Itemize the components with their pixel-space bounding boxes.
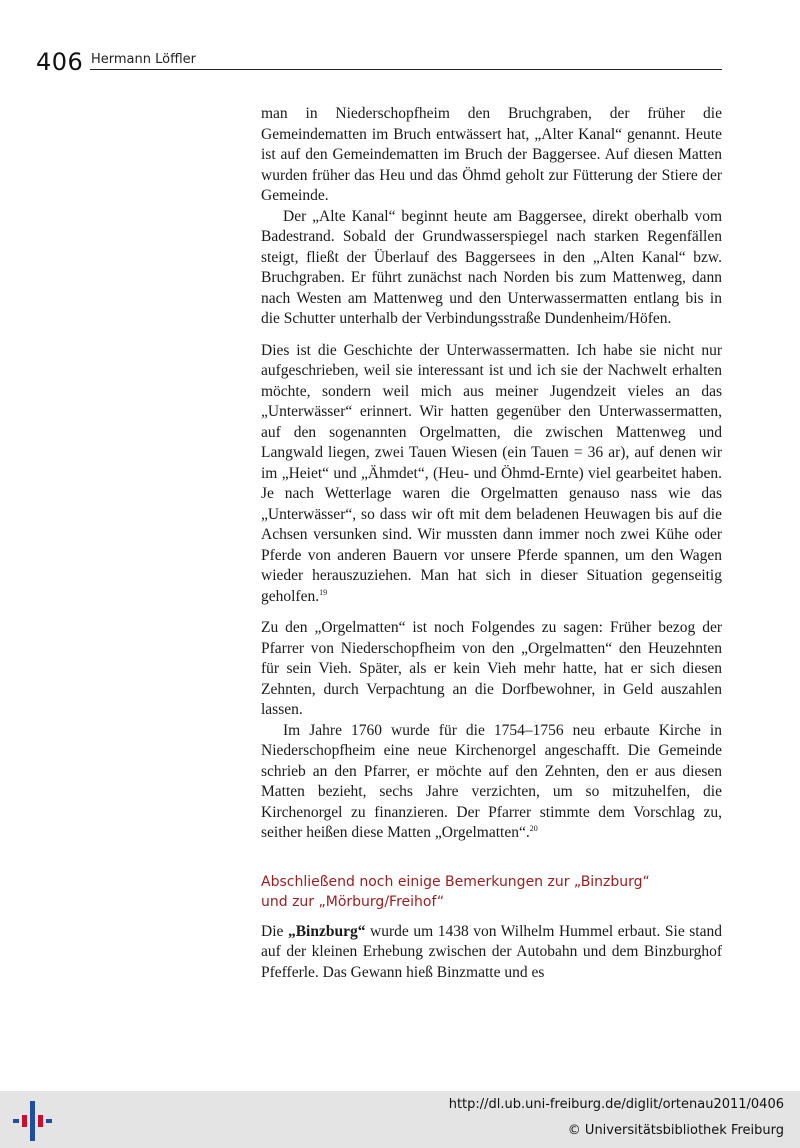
document-url-link[interactable]: http://dl.ub.uni-freiburg.de/diglit/ortenau2011/0406 [448,1097,784,1112]
bold-term: „Binzburg“ [287,922,366,940]
footnote-ref[interactable]: 19 [319,587,328,597]
header-rule [90,69,722,70]
section-heading [261,872,722,912]
copyright-notice: © Universitätsbibliothek Freiburg [567,1123,784,1138]
logo-bar [38,1115,43,1127]
logo-bar [22,1115,27,1127]
ub-freiburg-logo-icon[interactable] [11,1101,53,1141]
paragraph-text: Die [261,922,288,940]
running-head-author: Hermann Löffler [91,52,197,67]
article-text [261,104,722,983]
paragraph: Der „Alte Kanal“ beginnt heute am Baggersee, direkt oberhalb vom Badestrand. Sobald der Grundwasserspiegel nach starken Regenfällen steigt, fließt der Überlauf des Baggersees in den „Alten Kanal“ bzw. Bruchgraben. Er führt zunächst nach Norden bis zum Mattenweg, dann nach Westen am Mattenweg und den Unterwassermatten entlang bis in die Schutter unterhalb der Verbindungsstraße Dundenheim/Höfen. [261,207,722,327]
paragraph: Zu den „Orgelmatten“ ist noch Folgendes zu sagen: Früher bezog der Pfarrer von Niederschopfheim von den „Orgelmatten“ den Heuzehnten für sein Vieh. Später, als er kein Vieh mehr hatte, hat er sich diesen Zehnten, durch Verpachtung an die Dorfbewohner, in Geld auszahlen lassen. [261,619,722,718]
paragraph [261,922,722,984]
paragraph [261,721,722,844]
paragraph-text: Dies ist die Geschichte der Unterwassermatten. Ich habe sie nicht nur aufgeschrieben, weil sie interessant ist und ich sie der Nachwelt erhalten möchte, sondern weil mich aus meiner Jugendzeit vieles an das „Unterwässer“ erinnert. Wir hatten gegenüber den Unterwassermatten, auf den sogenannten Orgelmatten, die zwischen Mattenweg und Langwald liegen, zwei Tauen Wiesen (ein Tauen = 36 ar), auf denen wir im „Heiet“ und „Ähmdet“, (Heu- und Öhmd-Ernte) viel gearbeitet haben. Je nach Wetterlage waren die Orgelmatten genauso nass wie das „Unterwässer“, so dass wir oft mit dem beladenen Heuwagen bis auf die Achsen versunken sind. Wir mussten dann immer noch zwei Kühe oder Pferde von anderen Bauern vor unsere Pferde spannen, um den Wagen wieder herauszuziehen. Man hat sich in dieser Situation gegenseitig geholfen. [261,341,722,605]
page-number: 406 [36,48,84,76]
page-header [36,48,722,74]
paragraph-text: wurde um 1438 von Wilhelm Hummel erbaut. Sie stand auf der kleinen Erhebung zwischen der Autobahn und dem Binzburghof Pfefferle. Das Gewann hieß Binzmatte und es [261,922,722,981]
paragraph [261,341,722,608]
paragraph-text: Im Jahre 1760 wurde für die 1754–1756 neu erbaute Kirche in Niederschopfheim eine neue Kirchenorgel angeschafft. Die Gemeinde schrieb an den Pfarrer, er möchte auf den Zehnten, den er aus diesen Matten bezieht, sechs Jahre verzichten, um so mitzuhelfen, die Kirchenorgel zu finanzieren. Der Pfarrer stimmte dem Vorschlag zu, seither heißen diese Matten „Orgelmatten“. [261,721,722,841]
logo-bar [30,1101,35,1141]
logo-bar [46,1119,52,1123]
footnote-ref[interactable]: 20 [529,824,538,833]
section-heading-line: Abschließend noch einige Bemerkungen zur „Binzburg“ [261,873,650,890]
paragraph: man in Niederschopfheim den Bruchgraben, der früher die Gemeindematten im Bruch entwässert hat, „Alter Kanal“ genannt. Heute ist auf den Gemeindematten im Bruch der Baggersee. Auf diesen Matten wurden früher das Heu und das Öhmd geholt zur Fütterung der Stiere der Gemeinde. [261,105,722,204]
logo-bar [13,1119,19,1123]
footer-bar [0,1091,800,1148]
section-heading-line: und zur „Mörburg/Freihof“ [261,893,445,910]
